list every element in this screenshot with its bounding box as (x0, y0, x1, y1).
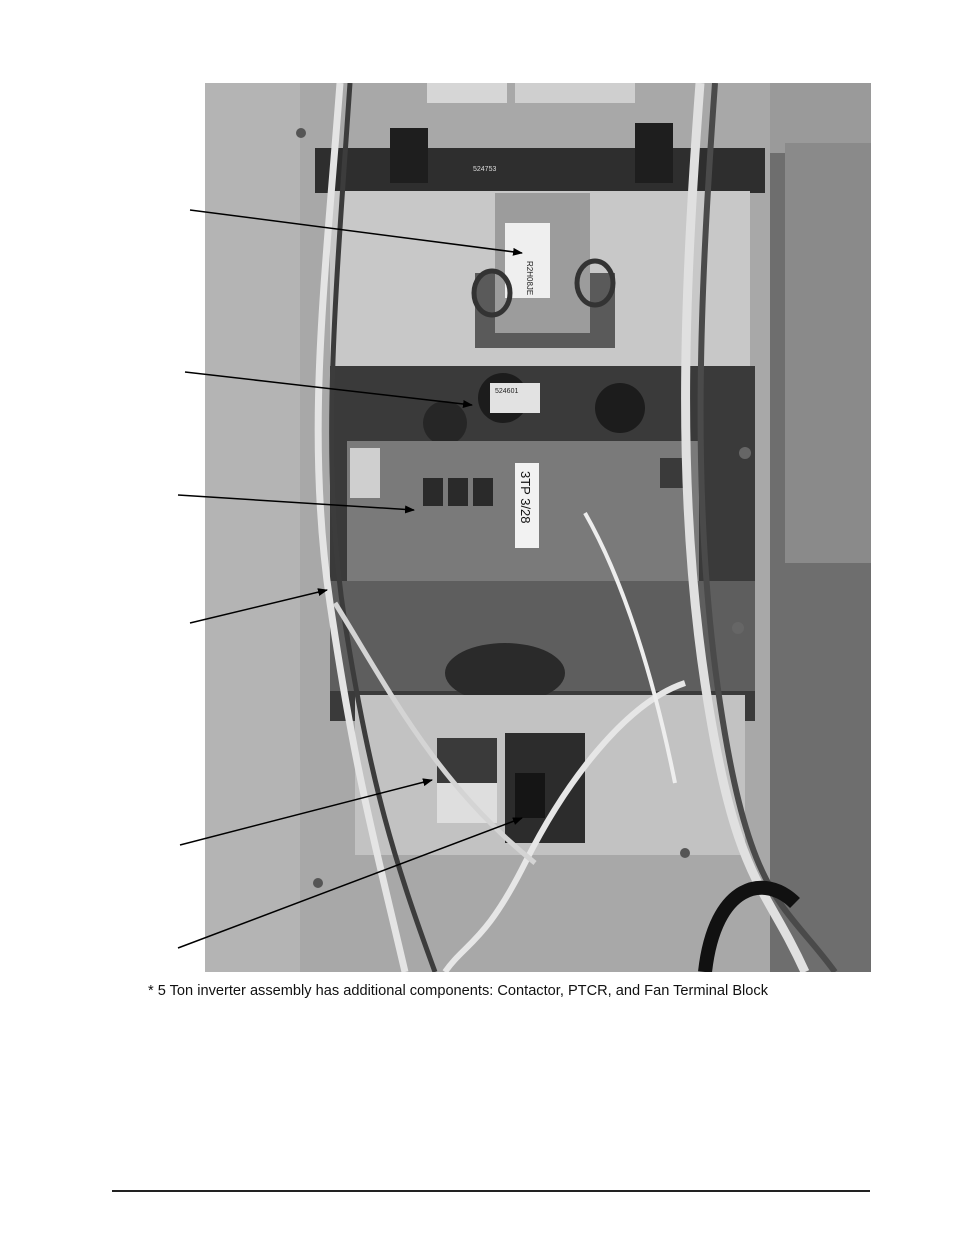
bracket-sticker-text: 524753 (473, 166, 497, 173)
ptcr (515, 773, 545, 818)
cabinet-side-panel (205, 83, 300, 972)
transformer-label: R2H08JE (525, 261, 534, 296)
board-date-text: 3TP 3/28 (518, 471, 533, 524)
footer-divider (112, 1190, 870, 1192)
figure-caption: * 5 Ton inverter assembly has additional components: Contactor, PTCR, and Fan Terminal Block (148, 983, 769, 999)
capacitor-sticker-text: 524601 (495, 388, 519, 395)
inverter-assembly-photo (205, 83, 871, 972)
